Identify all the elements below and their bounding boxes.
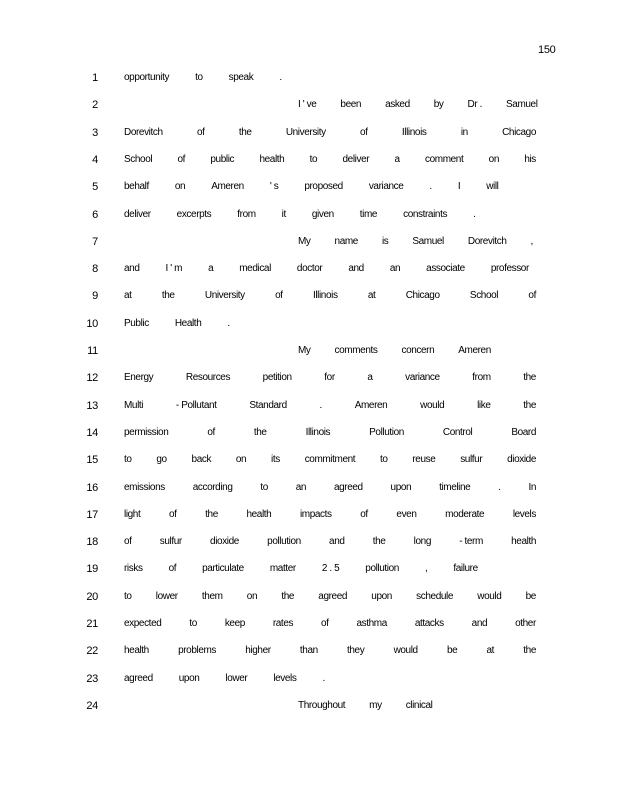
word: comments	[334, 345, 378, 356]
transcript-line	[0, 563, 618, 577]
word: the	[372, 536, 386, 548]
word: concern	[401, 345, 435, 356]
word: professor	[490, 263, 529, 275]
line-text	[124, 536, 536, 547]
word: the	[523, 645, 536, 657]
line-number: 10	[86, 317, 98, 330]
transcript-line	[0, 263, 618, 277]
word: Board	[511, 426, 536, 438]
word: Dorevitch	[467, 235, 507, 247]
word: my	[369, 699, 382, 711]
word: to	[379, 454, 388, 466]
word: upon	[178, 672, 200, 684]
transcript-line	[0, 645, 618, 659]
word: of	[177, 153, 186, 165]
transcript-line	[0, 372, 618, 386]
transcript-line	[0, 482, 618, 496]
line-text	[124, 127, 536, 138]
word: them	[201, 590, 223, 602]
word: clinical	[405, 699, 433, 711]
word: .	[227, 317, 230, 329]
word: higher	[245, 645, 271, 657]
word: asked	[385, 99, 410, 111]
word: the	[238, 126, 252, 138]
word: to	[309, 153, 318, 165]
line-number: 15	[86, 454, 98, 467]
word: lower	[225, 672, 248, 684]
transcript-line	[0, 290, 618, 304]
word: than	[299, 645, 318, 657]
line-number: 24	[86, 699, 98, 712]
line-text	[124, 209, 536, 220]
word: petition	[262, 372, 292, 384]
transcript-line	[0, 99, 618, 113]
line-text	[124, 400, 536, 411]
word: to	[260, 481, 268, 493]
word: is	[381, 235, 389, 247]
word: ,	[530, 235, 533, 247]
line-text	[124, 290, 536, 301]
word: from	[237, 208, 256, 220]
line-text	[124, 427, 536, 438]
word: health	[511, 536, 536, 548]
word: .	[279, 72, 282, 83]
word: School	[124, 153, 153, 165]
word: by	[433, 99, 444, 111]
word: a	[394, 153, 400, 165]
word: at	[367, 290, 376, 302]
word: Standard	[249, 399, 287, 411]
word: at	[124, 290, 132, 302]
word: I	[457, 181, 461, 193]
word: Dr .	[467, 99, 483, 111]
word: the	[523, 399, 536, 411]
line-number: 3	[92, 126, 98, 139]
transcript-line	[0, 209, 618, 223]
line-text	[124, 591, 536, 602]
word: proposed	[304, 181, 343, 193]
word: timeline	[439, 481, 471, 493]
line-number: 7	[92, 235, 98, 248]
line-text	[124, 645, 536, 656]
word: the	[161, 290, 175, 302]
word: lower	[155, 590, 178, 602]
word: My	[298, 235, 311, 247]
word: Energy	[124, 372, 154, 384]
page-number: 150	[538, 44, 556, 56]
word: they	[347, 645, 365, 657]
word: matter	[269, 563, 296, 575]
word: of	[528, 290, 536, 302]
word: levels	[512, 508, 536, 520]
word: .	[498, 481, 501, 493]
word: and	[471, 618, 488, 629]
word: risks	[124, 563, 143, 575]
word: from	[472, 372, 491, 384]
word: pollution	[365, 563, 399, 575]
word: will	[486, 181, 499, 193]
word: of	[196, 126, 205, 138]
word: the	[253, 426, 267, 438]
line-number: 16	[86, 481, 98, 494]
word: health	[124, 645, 149, 657]
word: rates	[272, 618, 294, 629]
word: 2 . 5	[321, 563, 340, 575]
transcript-line	[0, 127, 618, 141]
word: to	[124, 454, 132, 466]
word: light	[124, 508, 141, 520]
word: Samuel	[506, 99, 538, 111]
word: opportunity	[124, 72, 170, 83]
line-text	[124, 181, 536, 192]
word: In	[528, 481, 536, 493]
word: variance	[405, 372, 440, 384]
word: Samuel	[412, 235, 444, 247]
word: Health	[174, 317, 202, 329]
word: at	[486, 645, 495, 657]
word: long	[413, 536, 431, 548]
word: upon	[371, 590, 392, 602]
word: the	[523, 372, 536, 384]
word: health	[246, 508, 272, 520]
word: been	[340, 99, 362, 111]
word: a	[208, 263, 214, 275]
word: ,	[424, 563, 428, 575]
word: on	[246, 590, 258, 602]
word: of	[207, 426, 215, 438]
line-number: 17	[86, 508, 98, 521]
transcript-line	[0, 591, 618, 605]
word: Multi	[124, 399, 144, 411]
word: speak	[228, 72, 254, 83]
word: in	[460, 126, 468, 138]
word: My	[298, 345, 311, 356]
line-text	[124, 72, 536, 83]
word: Chicago	[502, 126, 536, 138]
word: I ' ve	[298, 99, 317, 111]
word: go	[156, 454, 167, 466]
word: I ' m	[165, 263, 183, 275]
word: Resources	[185, 372, 231, 384]
word: Throughout	[298, 699, 346, 711]
word: particulate	[202, 563, 244, 575]
word: agreed	[124, 672, 153, 684]
line-number: 23	[86, 672, 98, 685]
word: - Pollutant	[175, 399, 217, 411]
transcript-line	[0, 536, 618, 550]
word: would	[420, 399, 445, 411]
word: agreed	[318, 590, 348, 602]
word: levels	[273, 672, 297, 684]
line-number: 14	[86, 426, 98, 439]
word: to	[124, 590, 132, 602]
word: .	[429, 181, 432, 193]
word: given	[311, 208, 334, 220]
word: of	[321, 618, 329, 629]
word: Control	[442, 426, 473, 438]
word: to	[195, 72, 203, 83]
line-text	[124, 318, 536, 329]
transcript-line	[0, 236, 618, 250]
word: like	[477, 399, 491, 411]
transcript-line	[0, 181, 618, 195]
line-number: 13	[86, 399, 98, 412]
word: commitment	[304, 454, 356, 466]
word: on	[235, 454, 247, 466]
word: it	[281, 208, 286, 220]
transcript-line	[0, 509, 618, 523]
line-number: 2	[92, 99, 98, 112]
word: moderate	[445, 508, 485, 520]
line-number: 6	[92, 208, 98, 221]
word: comment	[425, 153, 464, 165]
line-text	[124, 263, 536, 274]
word: excerpts	[176, 208, 212, 220]
word: of	[168, 563, 177, 575]
transcript-line	[0, 618, 618, 632]
line-number: 4	[92, 153, 98, 166]
word: Public	[124, 317, 149, 329]
word: attacks	[414, 618, 444, 629]
word: of	[275, 290, 283, 302]
line-text	[124, 563, 536, 574]
line-number: 22	[86, 645, 98, 658]
word: would	[477, 590, 502, 602]
line-number: 21	[86, 618, 98, 630]
word: University	[204, 290, 245, 302]
line-text	[124, 618, 536, 629]
line-text	[124, 154, 536, 165]
word: other	[515, 618, 536, 629]
word: .	[322, 672, 325, 684]
word: name	[334, 235, 358, 247]
line-number: 8	[92, 263, 98, 276]
word: of	[360, 126, 368, 138]
word: to	[189, 618, 197, 629]
line-number: 12	[86, 372, 98, 385]
transcript-line	[0, 72, 618, 86]
line-text	[124, 454, 536, 465]
line-number: 20	[86, 590, 98, 603]
word: a	[367, 372, 373, 384]
line-text	[124, 482, 536, 493]
line-text	[298, 236, 536, 247]
word: asthma	[356, 618, 387, 629]
line-text	[298, 99, 536, 110]
word: be	[446, 645, 458, 657]
word: and	[124, 263, 140, 275]
line-number: 19	[86, 563, 98, 576]
word: behalf	[124, 181, 149, 193]
word: dioxide	[210, 536, 239, 548]
word: and	[329, 536, 345, 548]
word: Dorevitch	[124, 126, 163, 138]
word: reuse	[412, 454, 436, 466]
word: sulfur	[460, 454, 483, 466]
line-number: 5	[92, 181, 98, 194]
transcript-line	[0, 318, 618, 332]
word: public	[210, 153, 235, 165]
word: of	[168, 508, 177, 520]
word: Ameren	[211, 181, 244, 193]
line-text	[298, 345, 536, 356]
word: Pollution	[369, 426, 404, 438]
line-number: 11	[87, 345, 98, 357]
word: variance	[368, 181, 404, 193]
word: University	[285, 126, 326, 138]
word: expected	[124, 618, 162, 629]
word: an	[389, 263, 401, 275]
line-text	[124, 509, 536, 520]
line-number: 9	[92, 290, 98, 303]
word: sulfur	[159, 536, 182, 548]
word: the	[281, 590, 295, 602]
line-text	[298, 700, 536, 711]
line-text	[124, 372, 536, 383]
word: keep	[224, 618, 245, 629]
transcript-line	[0, 400, 618, 414]
word: of	[124, 536, 132, 548]
word: Illinois	[305, 426, 331, 438]
word: medical	[239, 263, 271, 275]
word: deliver	[342, 153, 370, 165]
word: his	[524, 153, 536, 165]
transcript-line	[0, 673, 618, 687]
word: associate	[426, 263, 465, 275]
word: even	[396, 508, 417, 520]
word: for	[324, 372, 335, 384]
line-number: 1	[92, 72, 98, 84]
word: - term	[459, 536, 483, 548]
word: an	[295, 481, 307, 493]
word: would	[393, 645, 418, 657]
word: upon	[390, 481, 412, 493]
word: of	[360, 508, 368, 520]
word: deliver	[124, 208, 151, 220]
word: Chicago	[405, 290, 440, 302]
word: ' s	[269, 181, 279, 193]
word: back	[191, 454, 212, 466]
word: be	[525, 590, 536, 602]
word: health	[259, 153, 285, 165]
word: agreed	[333, 481, 363, 493]
transcript-line	[0, 345, 618, 359]
word: Illinois	[401, 126, 427, 138]
word: dioxide	[507, 454, 536, 466]
transcript-line	[0, 427, 618, 441]
word: and	[348, 263, 364, 275]
word: School	[469, 290, 499, 302]
word: according	[192, 481, 233, 493]
word: impacts	[299, 508, 332, 520]
word: .	[473, 208, 476, 220]
word: its	[271, 454, 280, 466]
word: emissions	[124, 481, 165, 493]
word: Ameren	[354, 399, 388, 411]
word: Illinois	[312, 290, 338, 302]
word: constraints	[403, 208, 448, 220]
word: Ameren	[458, 345, 491, 356]
transcript-line	[0, 454, 618, 468]
word: the	[205, 508, 218, 520]
word: .	[319, 399, 322, 411]
word: problems	[178, 645, 217, 657]
word: doctor	[296, 263, 323, 275]
word: on	[488, 153, 499, 165]
word: time	[359, 208, 378, 220]
line-text	[124, 673, 536, 684]
transcript-line	[0, 700, 618, 714]
word: pollution	[267, 536, 301, 548]
word: permission	[124, 426, 169, 438]
word: failure	[453, 563, 478, 575]
line-number: 18	[86, 536, 98, 549]
word: on	[174, 181, 186, 193]
word: schedule	[416, 590, 454, 602]
transcript-line	[0, 154, 618, 168]
